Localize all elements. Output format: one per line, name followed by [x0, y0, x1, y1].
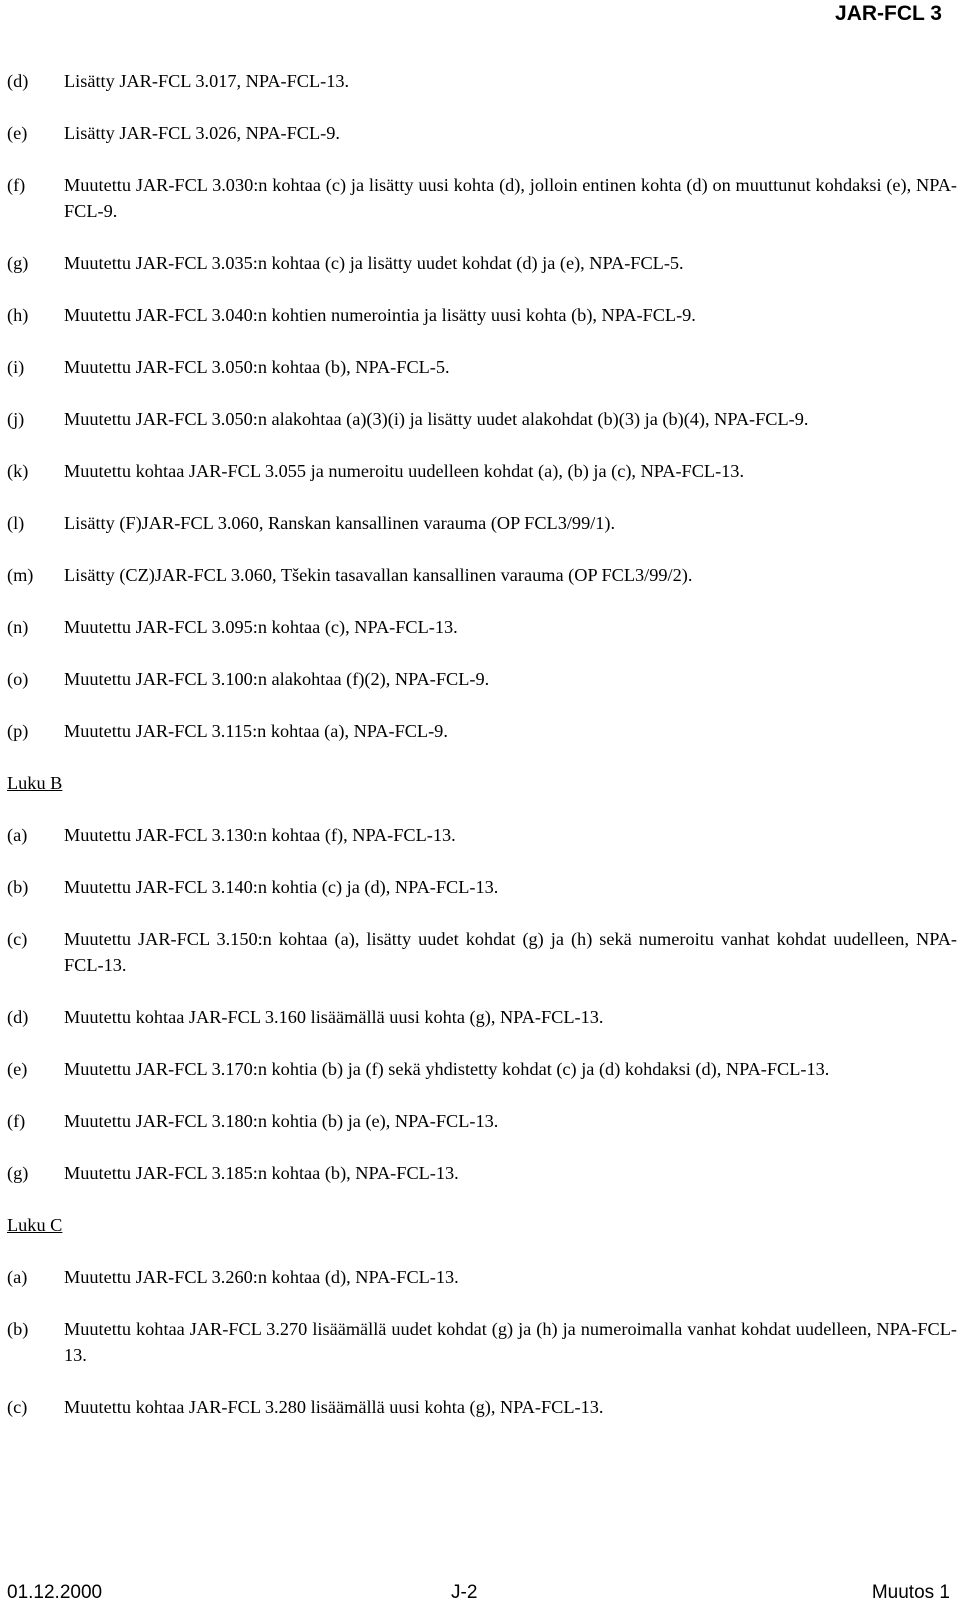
item-label: (f)	[7, 1111, 26, 1131]
footer-date: 01.12.2000	[7, 1582, 103, 1603]
list-item	[7, 250, 957, 276]
item-label: (n)	[7, 617, 29, 637]
item-label: (h)	[7, 305, 29, 325]
footer-revision: Muutos 1	[871, 1582, 950, 1603]
item-text: Muutettu JAR-FCL 3.035:n kohtaa (c) ja lisätty uudet kohdat (d) ja (e), NPA-FCL-5.	[64, 253, 684, 273]
list-item	[7, 1264, 957, 1290]
list-item	[7, 354, 957, 380]
item-text: Muutettu kohtaa JAR-FCL 3.280 lisäämällä uusi kohta (g), NPA-FCL-13.	[64, 1397, 604, 1417]
item-label: (k)	[7, 461, 29, 481]
item-label: (p)	[7, 721, 29, 741]
list-item	[7, 1056, 957, 1082]
item-text: Muutettu kohtaa JAR-FCL 3.055 ja numeroitu uudelleen kohdat (a), (b) ja (c), NPA-FCL-13.	[64, 461, 745, 481]
item-text: Muutettu JAR-FCL 3.095:n kohtaa (c), NPA-FCL-13.	[64, 617, 458, 637]
item-text: Lisätty JAR-FCL 3.017, NPA-FCL-13.	[64, 71, 350, 91]
item-text: Muutettu kohtaa JAR-FCL 3.160 lisäämällä uusi kohta (g), NPA-FCL-13.	[64, 1007, 604, 1027]
item-label: (c)	[7, 1397, 28, 1417]
list-item	[7, 1394, 957, 1420]
list-item	[7, 68, 957, 94]
list-item	[7, 926, 957, 978]
list-item	[7, 120, 957, 146]
list-item	[7, 406, 957, 432]
page-footer	[7, 1582, 950, 1608]
item-text: Muutettu JAR-FCL 3.140:n kohtia (c) ja (d), NPA-FCL-13.	[64, 877, 499, 897]
item-text: Muutettu JAR-FCL 3.050:n kohtaa (b), NPA-FCL-5.	[64, 357, 450, 377]
item-text: Muutettu JAR-FCL 3.185:n kohtaa (b), NPA-FCL-13.	[64, 1163, 459, 1183]
item-text: Muutettu JAR-FCL 3.050:n alakohtaa (a)(3)(i) ja lisätty uudet alakohdat (b)(3) ja (b)(4), NPA-FCL-9.	[64, 409, 809, 429]
item-text: Lisätty JAR-FCL 3.026, NPA-FCL-9.	[64, 123, 340, 143]
item-label: (a)	[7, 1267, 28, 1287]
list-item	[7, 172, 957, 224]
item-label: (j)	[7, 409, 25, 429]
item-label: (m)	[7, 565, 34, 585]
list-item	[7, 1004, 957, 1030]
item-text: Lisätty (CZ)JAR-FCL 3.060, Tšekin tasavallan kansallinen varauma (OP FCL3/99/2).	[64, 565, 693, 585]
item-label: (e)	[7, 123, 28, 143]
list-item	[7, 458, 957, 484]
item-label: (a)	[7, 825, 28, 845]
item-label: (f)	[7, 175, 26, 195]
item-text: Muutettu JAR-FCL 3.180:n kohtia (b) ja (e), NPA-FCL-13.	[64, 1111, 499, 1131]
item-text: Muutettu kohtaa JAR-FCL 3.270 lisäämällä uudet kohdat (g) ja (h) ja numeroimalla vanhat kohdat uudelleen, NPA-FCL-13.	[64, 1319, 957, 1365]
item-text: Muutettu JAR-FCL 3.040:n kohtien numerointia ja lisätty uusi kohta (b), NPA-FCL-9.	[64, 305, 696, 325]
item-text: Muutettu JAR-FCL 3.030:n kohtaa (c) ja lisätty uusi kohta (d), jolloin entinen kohta (d) on muuttunut kohdaksi (e), NPA-FCL-9.	[64, 175, 957, 221]
item-text: Muutettu JAR-FCL 3.170:n kohtia (b) ja (f) sekä yhdistetty kohdat (c) ja (d) kohdaksi (d), NPA-FCL-13.	[64, 1059, 830, 1079]
item-label: (b)	[7, 1319, 29, 1339]
item-text: Muutettu JAR-FCL 3.130:n kohtaa (f), NPA-FCL-13.	[64, 825, 456, 845]
list-item	[7, 718, 957, 744]
item-label: (e)	[7, 1059, 28, 1079]
item-label: (d)	[7, 1007, 29, 1027]
item-label: (g)	[7, 253, 29, 273]
item-text: Muutettu JAR-FCL 3.150:n kohtaa (a), lisätty uudet kohdat (g) ja (h) sekä numeroitu vanhat kohdat uudelleen, NPA-FCL-13.	[64, 929, 957, 975]
amendment-list	[7, 68, 957, 1446]
item-label: (i)	[7, 357, 25, 377]
list-item	[7, 562, 957, 588]
list-item	[7, 874, 957, 900]
list-item	[7, 1316, 957, 1368]
list-item	[7, 510, 957, 536]
page-header-title: JAR-FCL 3	[835, 2, 942, 25]
item-label: (d)	[7, 71, 29, 91]
list-item	[7, 614, 957, 640]
item-text: Muutettu JAR-FCL 3.260:n kohtaa (d), NPA-FCL-13.	[64, 1267, 459, 1287]
item-label: (c)	[7, 929, 28, 949]
list-item	[7, 1108, 957, 1134]
section-heading: Luku B	[7, 773, 63, 793]
footer-page-number: J-2	[451, 1582, 478, 1603]
item-label: (o)	[7, 669, 29, 689]
item-text: Muutettu JAR-FCL 3.115:n kohtaa (a), NPA-FCL-9.	[64, 721, 448, 741]
list-item	[7, 822, 957, 848]
list-item	[7, 666, 957, 692]
list-item	[7, 302, 957, 328]
item-label: (g)	[7, 1163, 29, 1183]
list-item	[7, 1160, 957, 1186]
item-text: Muutettu JAR-FCL 3.100:n alakohtaa (f)(2), NPA-FCL-9.	[64, 669, 490, 689]
item-text: Lisätty (F)JAR-FCL 3.060, Ranskan kansallinen varauma (OP FCL3/99/1).	[64, 513, 616, 533]
item-label: (l)	[7, 513, 25, 533]
item-label: (b)	[7, 877, 29, 897]
section-heading: Luku C	[7, 1215, 63, 1235]
